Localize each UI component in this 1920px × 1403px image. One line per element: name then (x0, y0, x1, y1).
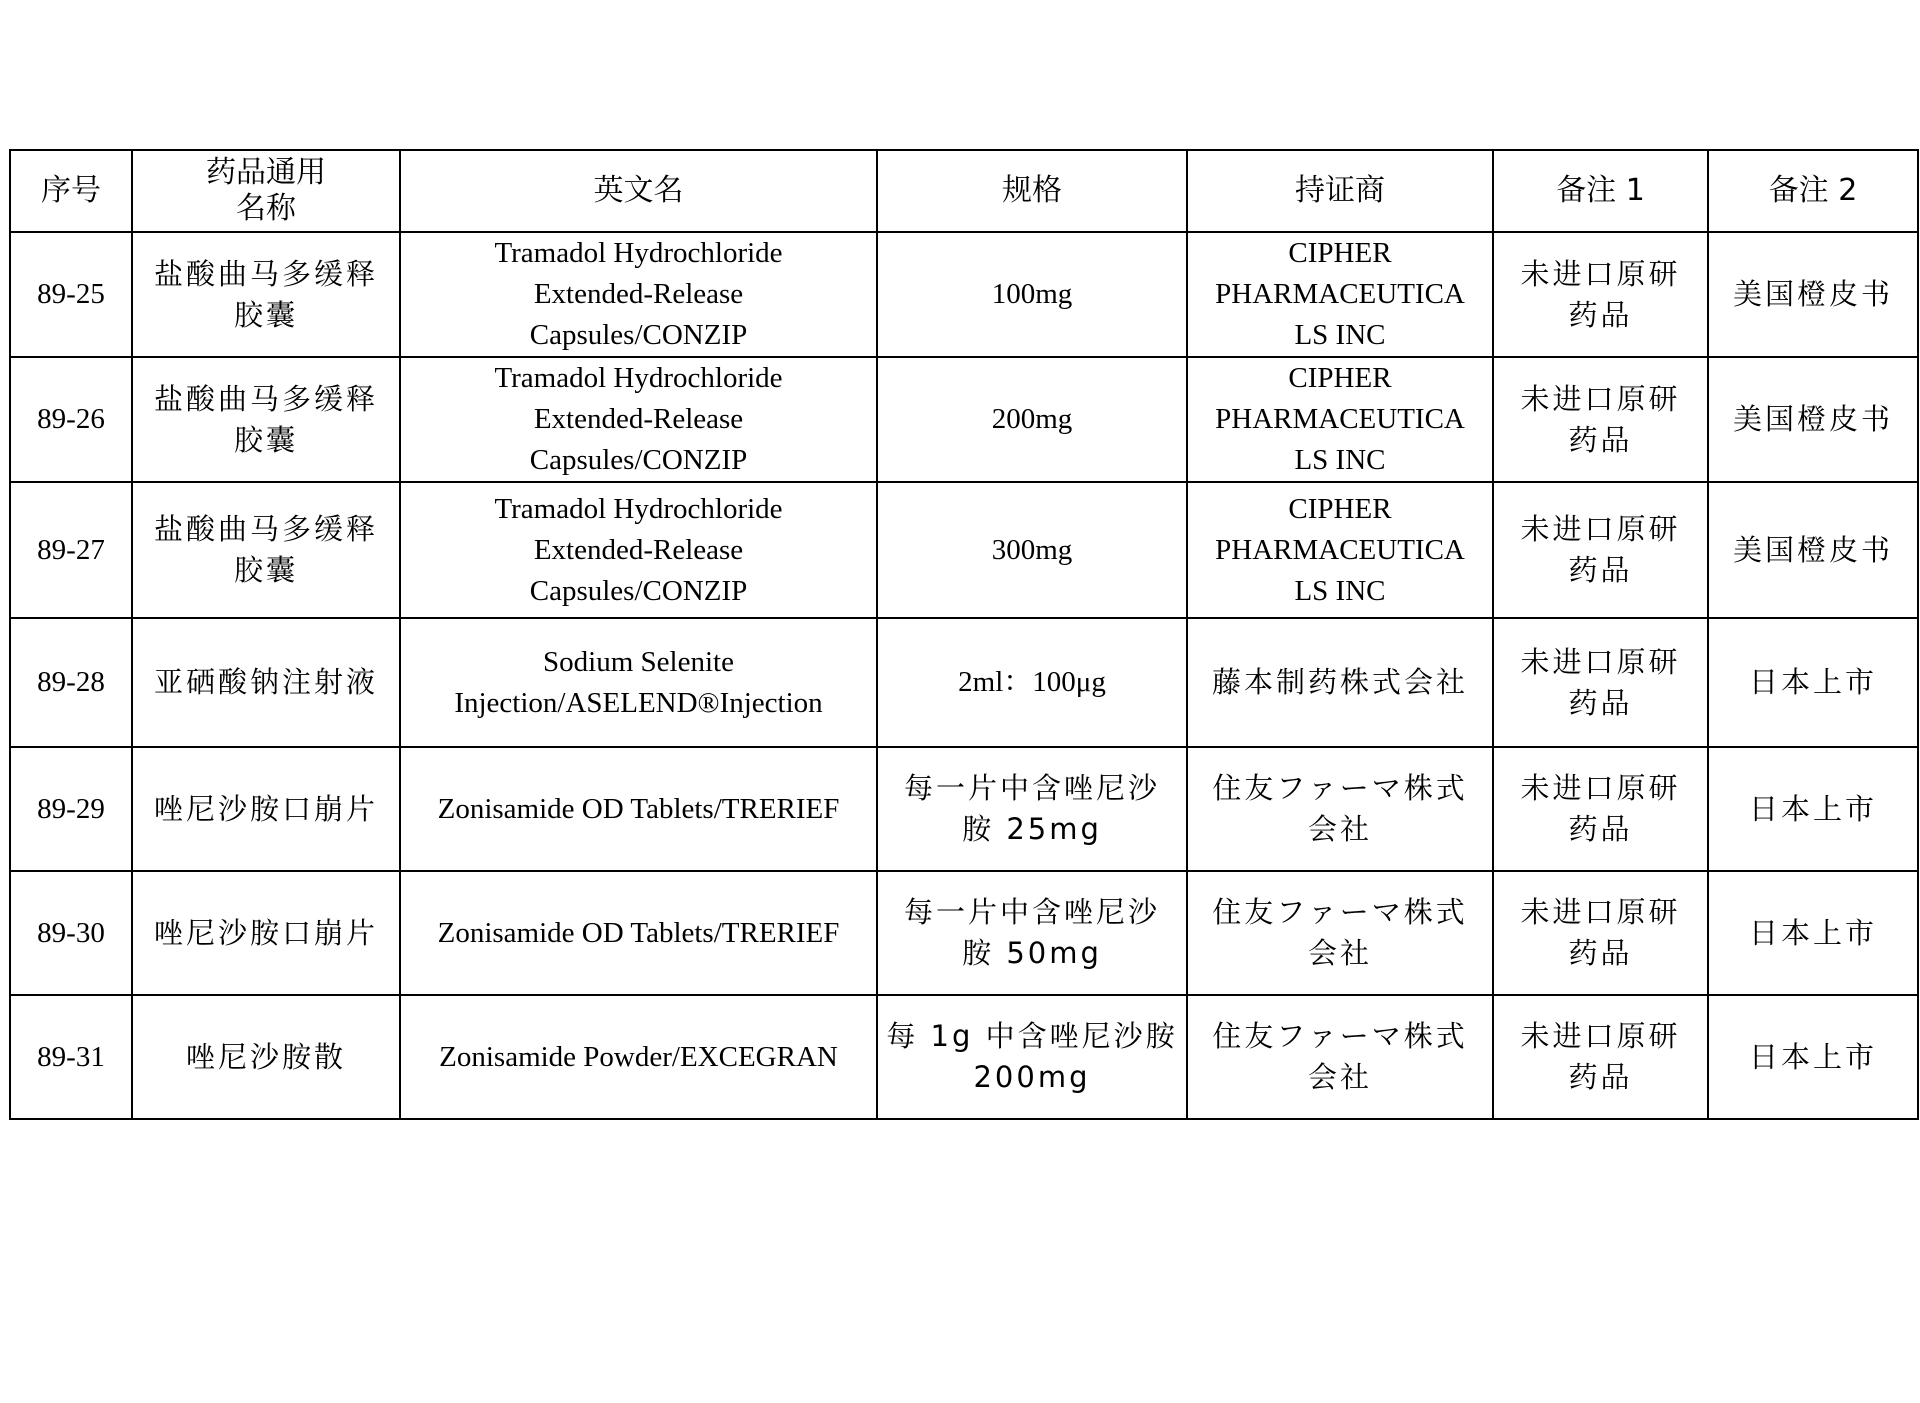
cell-holder: CIPHER PHARMACEUTICA LS INC (1187, 357, 1493, 482)
header-holder: 持证商 (1187, 150, 1493, 232)
cell-note2: 日本上市 (1708, 747, 1918, 871)
cell-spec: 每一片中含唑尼沙 胺 25mg (877, 747, 1187, 871)
cell-english-name: Zonisamide Powder/EXCEGRAN (400, 995, 877, 1119)
cell-seq: 89-27 (10, 482, 132, 618)
cell-spec: 100mg (877, 232, 1187, 357)
cell-generic-name: 亚硒酸钠注射液 (132, 618, 400, 747)
cell-spec: 300mg (877, 482, 1187, 618)
cell-note2: 美国橙皮书 (1708, 482, 1918, 618)
cell-spec: 每一片中含唑尼沙 胺 50mg (877, 871, 1187, 995)
table-row (10, 482, 1918, 618)
cell-seq: 89-28 (10, 618, 132, 747)
cell-seq: 89-30 (10, 871, 132, 995)
cell-generic-name: 盐酸曲马多缓释 胶囊 (132, 357, 400, 482)
cell-generic-name: 唑尼沙胺散 (132, 995, 400, 1119)
cell-english-name: Tramadol Hydrochloride Extended-Release Capsules/CONZIP (400, 357, 877, 482)
header-english-name: 英文名 (400, 150, 877, 232)
cell-note2: 日本上市 (1708, 618, 1918, 747)
cell-english-name: Tramadol Hydrochloride Extended-Release Capsules/CONZIP (400, 482, 877, 618)
cell-generic-name: 唑尼沙胺口崩片 (132, 871, 400, 995)
table-row (10, 995, 1918, 1119)
cell-note1: 未进口原研 药品 (1493, 357, 1708, 482)
cell-note1: 未进口原研 药品 (1493, 871, 1708, 995)
table-row (10, 357, 1918, 482)
cell-seq: 89-29 (10, 747, 132, 871)
table-row (10, 618, 1918, 747)
cell-note2: 日本上市 (1708, 995, 1918, 1119)
cell-note1: 未进口原研 药品 (1493, 482, 1708, 618)
header-seq: 序号 (10, 150, 132, 232)
drug-list-table (9, 149, 1919, 1120)
cell-generic-name: 唑尼沙胺口崩片 (132, 747, 400, 871)
cell-english-name: Sodium Selenite Injection/ASELEND®Injection (400, 618, 877, 747)
cell-seq: 89-26 (10, 357, 132, 482)
cell-holder: 住友ファーマ株式 会社 (1187, 995, 1493, 1119)
cell-holder: 住友ファーマ株式 会社 (1187, 871, 1493, 995)
cell-seq: 89-31 (10, 995, 132, 1119)
cell-english-name: Tramadol Hydrochloride Extended-Release Capsules/CONZIP (400, 232, 877, 357)
table-row (10, 747, 1918, 871)
cell-note1: 未进口原研 药品 (1493, 995, 1708, 1119)
table-row (10, 232, 1918, 357)
cell-holder: CIPHER PHARMACEUTICA LS INC (1187, 232, 1493, 357)
cell-note2: 美国橙皮书 (1708, 357, 1918, 482)
cell-holder: 藤本制药株式会社 (1187, 618, 1493, 747)
cell-note1: 未进口原研 药品 (1493, 747, 1708, 871)
cell-seq: 89-25 (10, 232, 132, 357)
cell-generic-name: 盐酸曲马多缓释 胶囊 (132, 482, 400, 618)
header-note2: 备注 2 (1708, 150, 1918, 232)
cell-note1: 未进口原研 药品 (1493, 618, 1708, 747)
header-spec: 规格 (877, 150, 1187, 232)
cell-spec: 200mg (877, 357, 1187, 482)
header-note1: 备注 1 (1493, 150, 1708, 232)
cell-note1: 未进口原研 药品 (1493, 232, 1708, 357)
cell-note2: 美国橙皮书 (1708, 232, 1918, 357)
header-generic-name: 药品通用 名称 (132, 150, 400, 232)
cell-holder: CIPHER PHARMACEUTICA LS INC (1187, 482, 1493, 618)
cell-english-name: Zonisamide OD Tablets/TRERIEF (400, 747, 877, 871)
cell-spec: 每 1g 中含唑尼沙胺 200mg (877, 995, 1187, 1119)
cell-spec: 2ml：100μg (877, 618, 1187, 747)
cell-generic-name: 盐酸曲马多缓释 胶囊 (132, 232, 400, 357)
table-header-row (10, 150, 1918, 232)
cell-english-name: Zonisamide OD Tablets/TRERIEF (400, 871, 877, 995)
cell-holder: 住友ファーマ株式 会社 (1187, 747, 1493, 871)
cell-note2: 日本上市 (1708, 871, 1918, 995)
table-row (10, 871, 1918, 995)
